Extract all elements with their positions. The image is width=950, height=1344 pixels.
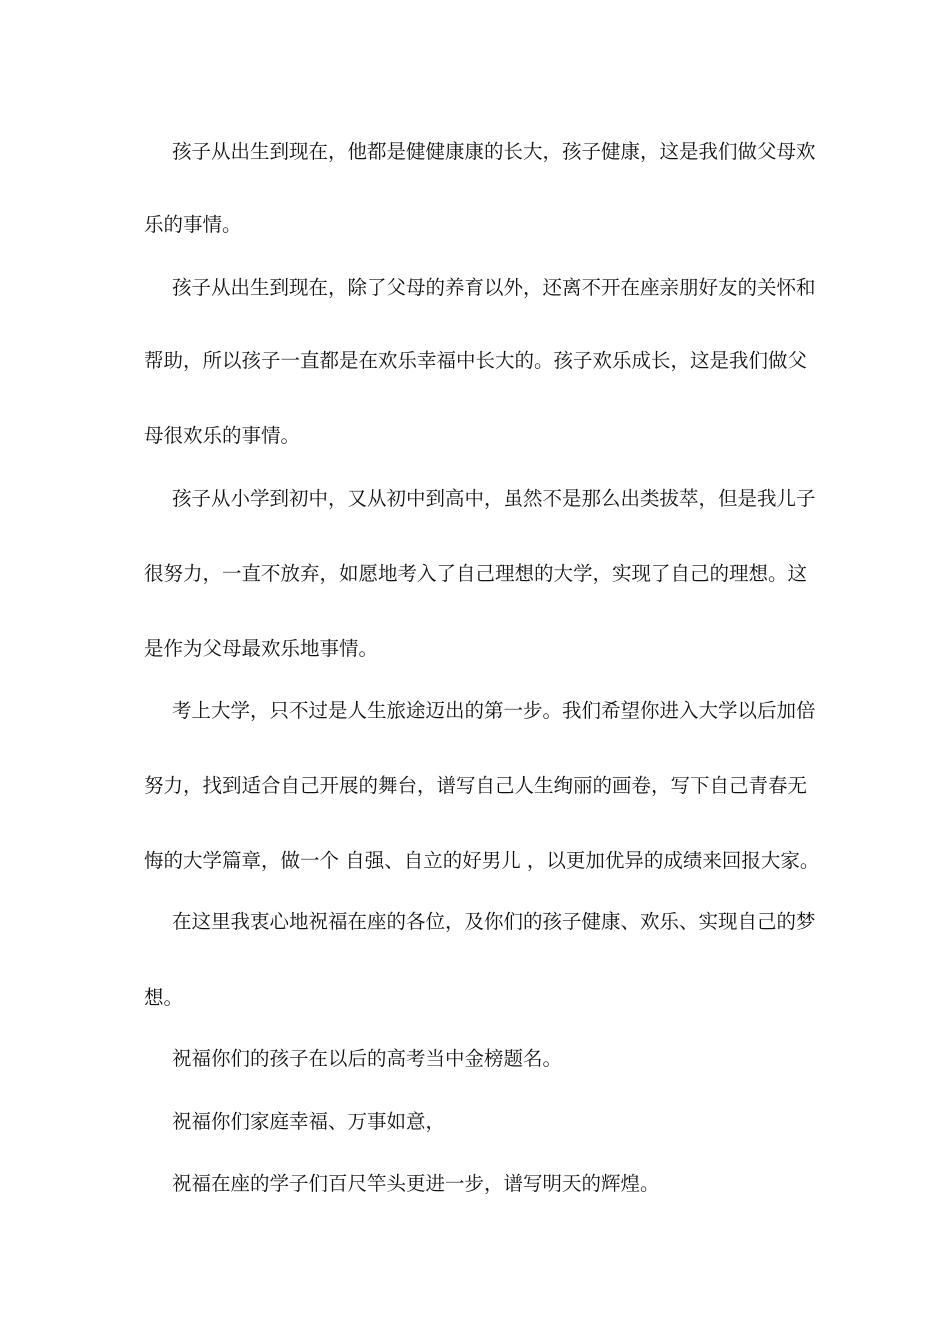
paragraph-1-line-2: 乐的事情。 — [144, 213, 242, 236]
paragraph-4-line-1: 考上大学，只不过是人生旅途迈出的第一步。我们希望你进入大学以后加倍 — [172, 699, 816, 722]
paragraph-5-line-2: 想。 — [144, 986, 184, 1009]
paragraph-7-line-1: 祝福你们家庭幸福、万事如意， — [172, 1110, 446, 1133]
paragraph-4-line-2: 努力，找到适合自己开展的舞台，谱写自己人生绚丽的画卷，写下自己青春无 — [144, 774, 808, 797]
paragraph-3-line-2: 很努力，一直不放弃，如愿地考入了自己理想的大学，实现了自己的理想。这 — [144, 562, 808, 585]
paragraph-5-line-1: 在这里我衷心地祝福在座的各位，及你们的孩子健康、欢乐、实现自己的梦 — [172, 910, 816, 933]
paragraph-2-line-1: 孩子从出生到现在，除了父母的养育以外，还离不开在座亲朋好友的关怀和 — [172, 276, 816, 299]
paragraph-8-line-1: 祝福在座的学子们百尺竿头更进一步，谱写明天的辉煌。 — [172, 1172, 660, 1195]
paragraph-4-line-3: 悔的大学篇章，做一个 自强、自立的好男儿 ，以更加优异的成绩来回报大家。 — [144, 849, 820, 872]
paragraph-2-line-2: 帮助，所以孩子一直都是在欢乐幸福中长大的。孩子欢乐成长，这是我们做父 — [144, 349, 808, 372]
paragraph-3-line-1: 孩子从小学到初中，又从初中到高中，虽然不是那么出类拔萃，但是我儿子 — [172, 487, 816, 510]
paragraph-2-line-3: 母很欢乐的事情。 — [144, 424, 301, 447]
paragraph-1-line-1: 孩子从出生到现在，他都是健健康康的长大，孩子健康，这是我们做父母欢 — [172, 140, 816, 163]
paragraph-6-line-1: 祝福你们的孩子在以后的高考当中金榜题名。 — [172, 1047, 563, 1070]
paragraph-3-line-3: 是作为父母最欢乐地事情。 — [144, 637, 379, 660]
